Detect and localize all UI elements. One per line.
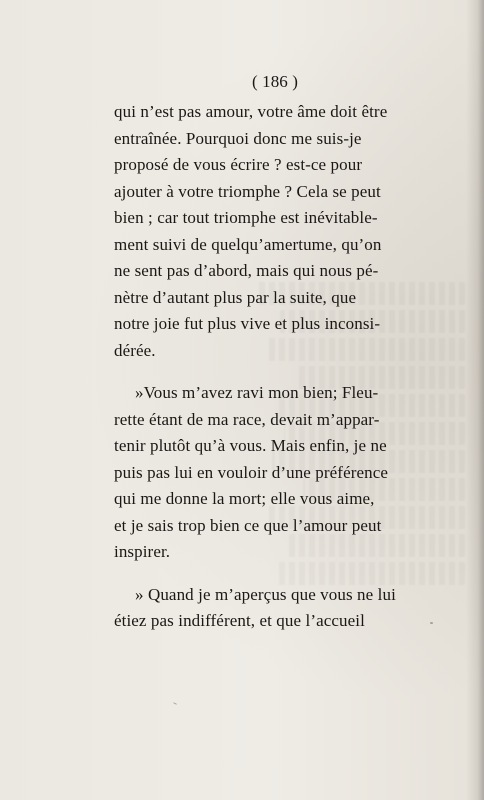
text-line: bien ; car tout triomphe est inévitable- (114, 208, 378, 227)
text-line: notre joie fut plus vive et plus inconsi- (114, 314, 381, 333)
text-line: nètre d’autant plus par la suite, que (114, 287, 357, 307)
text-line: rette étant de ma race, devait m’appar- (114, 409, 380, 429)
text-line: et je sais trop bien ce que l’amour peut (114, 515, 382, 535)
text-line: inspirer. (114, 542, 171, 561)
paragraph-gap (114, 566, 436, 582)
text-line: »Vous m’avez ravi mon bien; Fleu- (135, 383, 379, 402)
paragraph-1 (114, 99, 436, 364)
text-line: ajouter à votre triomphe ? Cela se peut (114, 181, 381, 201)
paragraph-gap (114, 364, 436, 380)
paper-speck (173, 702, 177, 705)
text-line: qui me donne la mort; elle vous aime, (114, 489, 375, 508)
text-block (114, 68, 436, 635)
page-edge-shadow (466, 0, 484, 800)
text-line: ment suivi de quelqu’amertume, qu’on (114, 234, 382, 254)
text-line: ne sent pas d’abord, mais qui nous pé- (114, 261, 379, 280)
text-line: étiez pas indifférent, et que l’accueil (114, 611, 365, 630)
text-line: qui n’est pas amour, votre âme doit être (114, 102, 388, 121)
text-line: puis pas lui en vouloir d’une préférence (114, 462, 389, 482)
text-line: tenir plutôt qu’à vous. Mais enfin, je ne (114, 436, 387, 455)
text-line: proposé de vous écrire ? est-ce pour (114, 155, 363, 174)
page-number: ( 186 ) (251, 72, 299, 91)
paragraph-3 (114, 582, 436, 635)
text-line: dérée. (114, 340, 156, 360)
paragraph-2 (114, 380, 436, 566)
text-line: entraînée. Pourquoi donc me suis-je (114, 128, 362, 148)
text-line: » Quand je m’aperçus que vous ne lui (135, 584, 396, 604)
